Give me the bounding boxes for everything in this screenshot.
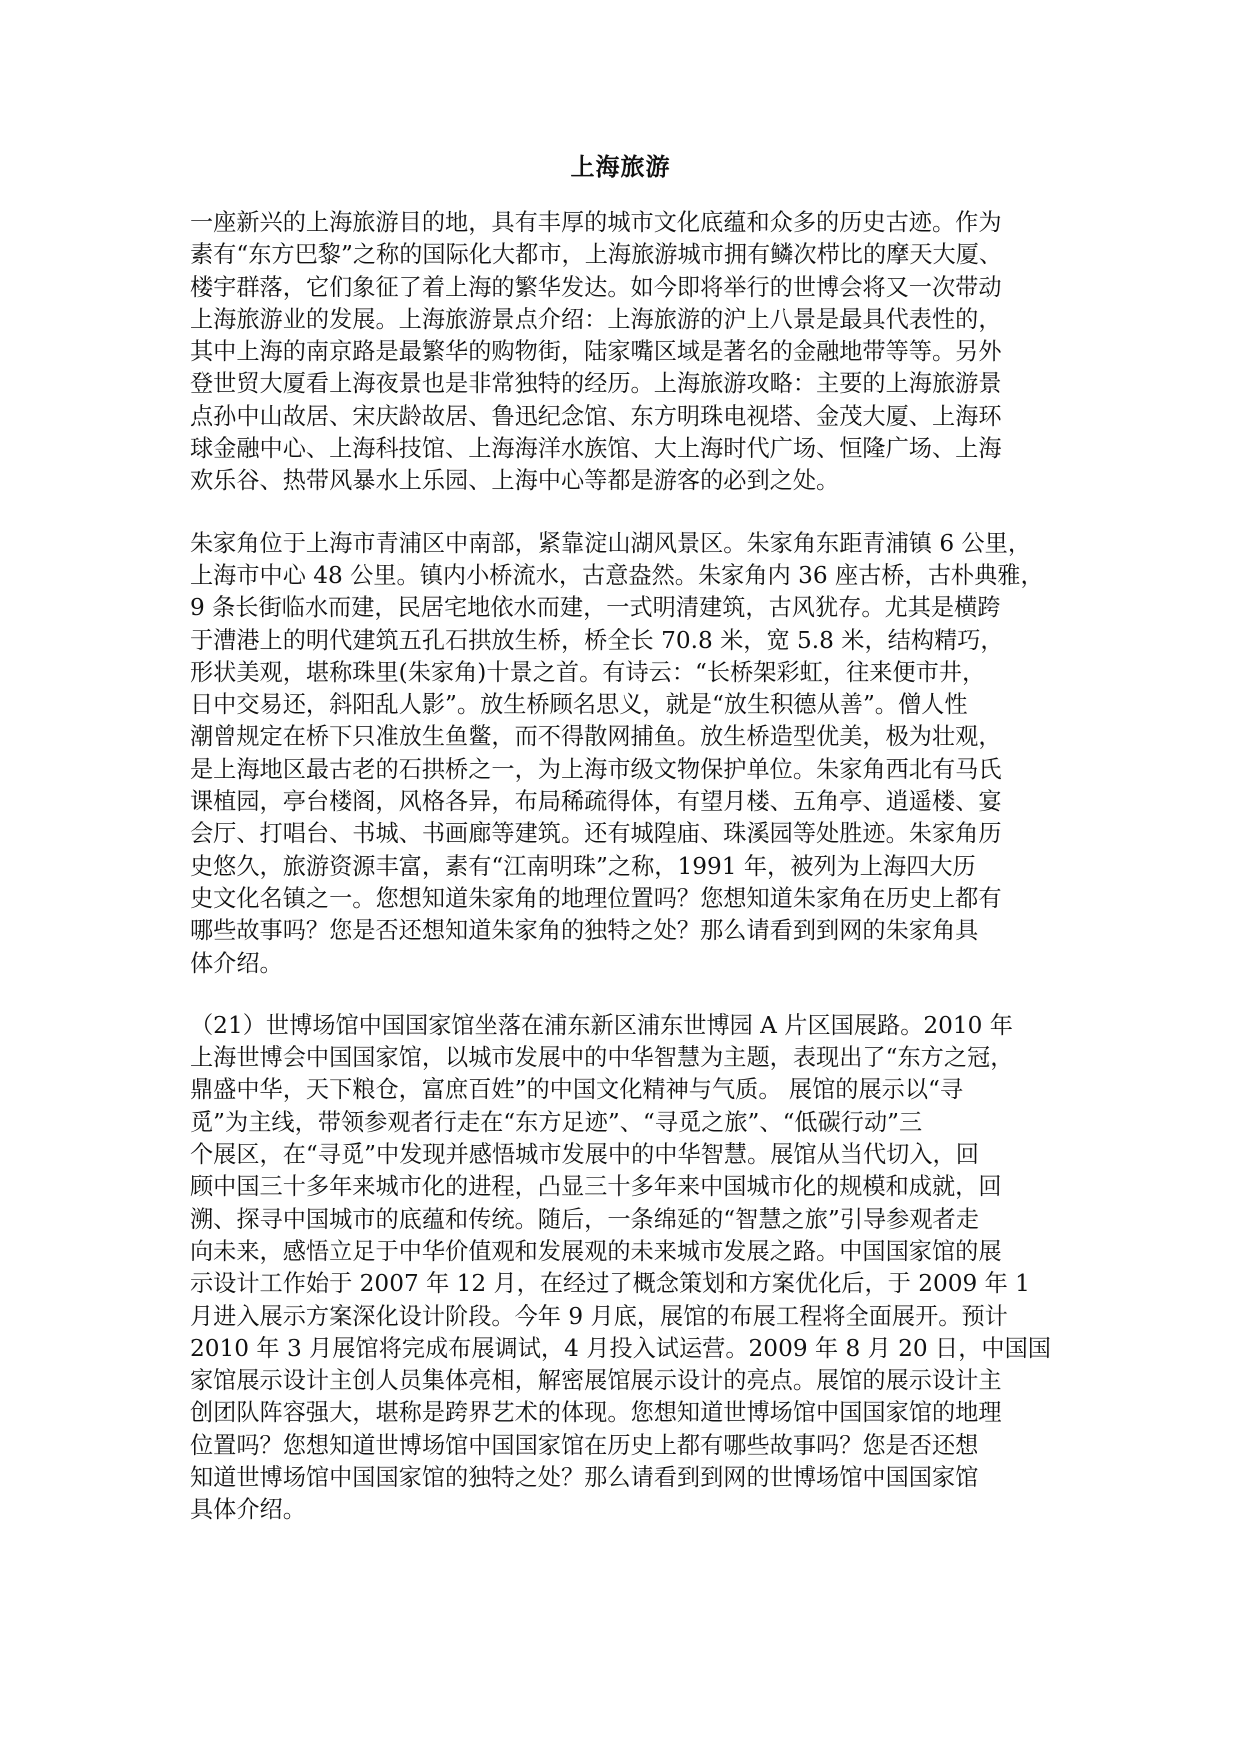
paragraph-china-pavilion [190, 1010, 1052, 1527]
paragraph-gap [190, 498, 1052, 528]
text-line: 形状美观，堪称珠里(朱家角)十景之首。有诗云：“长桥架彩虹，往来便市井， [190, 658, 986, 686]
paragraph-shanghai-tourism [190, 207, 1052, 498]
text-line: 点孙中山故居、宋庆龄故居、鲁迅纪念馆、东方明珠电视塔、金茂大厦、上海环 [190, 402, 1002, 430]
text-line: 楼宇群落，它们象征了着上海的繁华发达。如今即将举行的世博会将又一次带动 [190, 273, 1002, 301]
text-line: 上海市中心 48 公里。镇内小桥流水，古意盎然。朱家角内 36 座古桥，古朴典雅， [190, 561, 1044, 589]
text-line: 9 条长街临水而建，民居宅地依水而建，一式明清建筑，古风犹存。尤其是横跨 [190, 594, 1001, 622]
text-line: 知道世博场馆中国国家馆的独特之处？那么请看到到网的世博场馆中国国家馆 [190, 1463, 979, 1491]
text-line: 创团队阵容强大，堪称是跨界艺术的体现。您想知道世博场馆中国国家馆的地理 [190, 1399, 1002, 1427]
text-line: 一座新兴的上海旅游目的地，具有丰厚的城市文化底蕴和众多的历史古迹。作为 [190, 209, 1002, 236]
text-line: 会厅、打唱台、书城、书画廊等建筑。还有城隍庙、珠溪园等处胜迹。朱家角历 [190, 820, 1002, 848]
text-line: 位置吗？您想知道世博场馆中国国家馆在历史上都有哪些故事吗？您是否还想 [190, 1431, 979, 1459]
text-line: 朱家角位于上海市青浦区中南部，紧靠淀山湖风景区。朱家角东距青浦镇 6 公里， [190, 529, 1032, 557]
text-line: 个展区，在“寻觅”中发现并感悟城市发展中的中华智慧。展馆从当代切入，回 [190, 1141, 979, 1169]
text-line: 史文化名镇之一。您想知道朱家角的地理位置吗？您想知道朱家角在历史上都有 [190, 884, 1002, 912]
text-line: 具体介绍。 [190, 1496, 306, 1524]
text-line: 课植园，亭台楼阁，风格各异，布局稀疏得体，有望月楼、五角亭、逍遥楼、宴 [190, 788, 1002, 816]
text-line: 哪些故事吗？您是否还想知道朱家角的独特之处？那么请看到到网的朱家角具 [190, 917, 979, 945]
paragraph-zhujiajiao [190, 528, 1052, 980]
text-line: 示设计工作始于 2007 年 12 月，在经过了概念策划和方案优化后，于 2009 年 1 [190, 1270, 1030, 1298]
text-line: 于漕港上的明代建筑五孔石拱放生桥，桥全长 70.8 米，宽 5.8 米，结构精巧， [190, 626, 1004, 654]
text-line: 素有“东方巴黎”之称的国际化大都市，上海旅游城市拥有鳞次栉比的摩天大厦、 [190, 241, 1003, 269]
text-line: 顾中国三十多年来城市化的进程，凸显三十多年来中国城市化的规模和成就，回 [190, 1173, 1002, 1201]
paragraph-gap [190, 980, 1052, 1010]
text-line: 是上海地区最古老的石拱桥之一，为上海市级文物保护单位。朱家角西北有马氏 [190, 755, 1002, 783]
text-line: 日中交易还，斜阳乱人影”。放生桥顾名思义，就是“放生积德从善”。僧人性 [190, 691, 968, 719]
text-line: 月进入展示方案深化设计阶段。今年 9 月底，展馆的布展工程将全面展开。预计 [190, 1302, 1008, 1330]
text-line: 向未来，感悟立足于中华价值观和发展观的未来城市发展之路。中国国家馆的展 [190, 1237, 1002, 1265]
text-line: 潮曾规定在桥下只准放生鱼鳖，而不得散网捕鱼。放生桥造型优美，极为壮观， [190, 723, 1002, 751]
text-line: （21）世博场馆中国国家馆坐落在浦东新区浦东世博园 A 片区国展路。2010 年 [190, 1011, 1013, 1039]
text-line: 家馆展示设计主创人员集体亮相，解密展馆展示设计的亮点。展馆的展示设计主 [190, 1367, 1002, 1395]
text-line: 觅”为主线，带领参观者行走在“东方足迹”、“寻觅之旅”、“低碳行动”三 [190, 1108, 923, 1136]
document-body [190, 207, 1052, 1527]
text-line: 上海世博会中国国家馆，以城市发展中的中华智慧为主题，表现出了“东方之冠， [190, 1044, 1014, 1072]
text-line: 欢乐谷、热带风暴水上乐园、上海中心等都是游客的必到之处。 [190, 467, 840, 495]
text-line: 其中上海的南京路是最繁华的购物街，陆家嘴区域是著名的金融地带等等。另外 [190, 338, 1002, 366]
text-line: 登世贸大厦看上海夜景也是非常独特的经历。上海旅游攻略：主要的上海旅游景 [190, 370, 1002, 398]
text-line: 史悠久，旅游资源丰富，素有“江南明珠”之称，1991 年，被列为上海四大历 [190, 852, 976, 880]
page-title: 上海旅游 [570, 152, 671, 181]
text-line: 上海旅游业的发展。上海旅游景点介绍：上海旅游的沪上八景是最具代表性的， [190, 305, 1002, 333]
text-line: 2010 年 3 月展馆将完成布展调试，4 月投入试运营。2009 年 8 月 20 日，中国国 [190, 1334, 1051, 1362]
text-line: 溯、探寻中国城市的底蕴和传统。随后，一条绵延的“智慧之旅”引导参观者走 [190, 1205, 979, 1233]
text-line: 体介绍。 [190, 949, 283, 977]
text-line: 球金融中心、上海科技馆、上海海洋水族馆、大上海时代广场、恒隆广场、上海 [190, 435, 1002, 463]
text-line: 鼎盛中华，天下粮仓，富庶百姓”的中国文化精神与气质。 展馆的展示以“寻 [190, 1076, 964, 1104]
